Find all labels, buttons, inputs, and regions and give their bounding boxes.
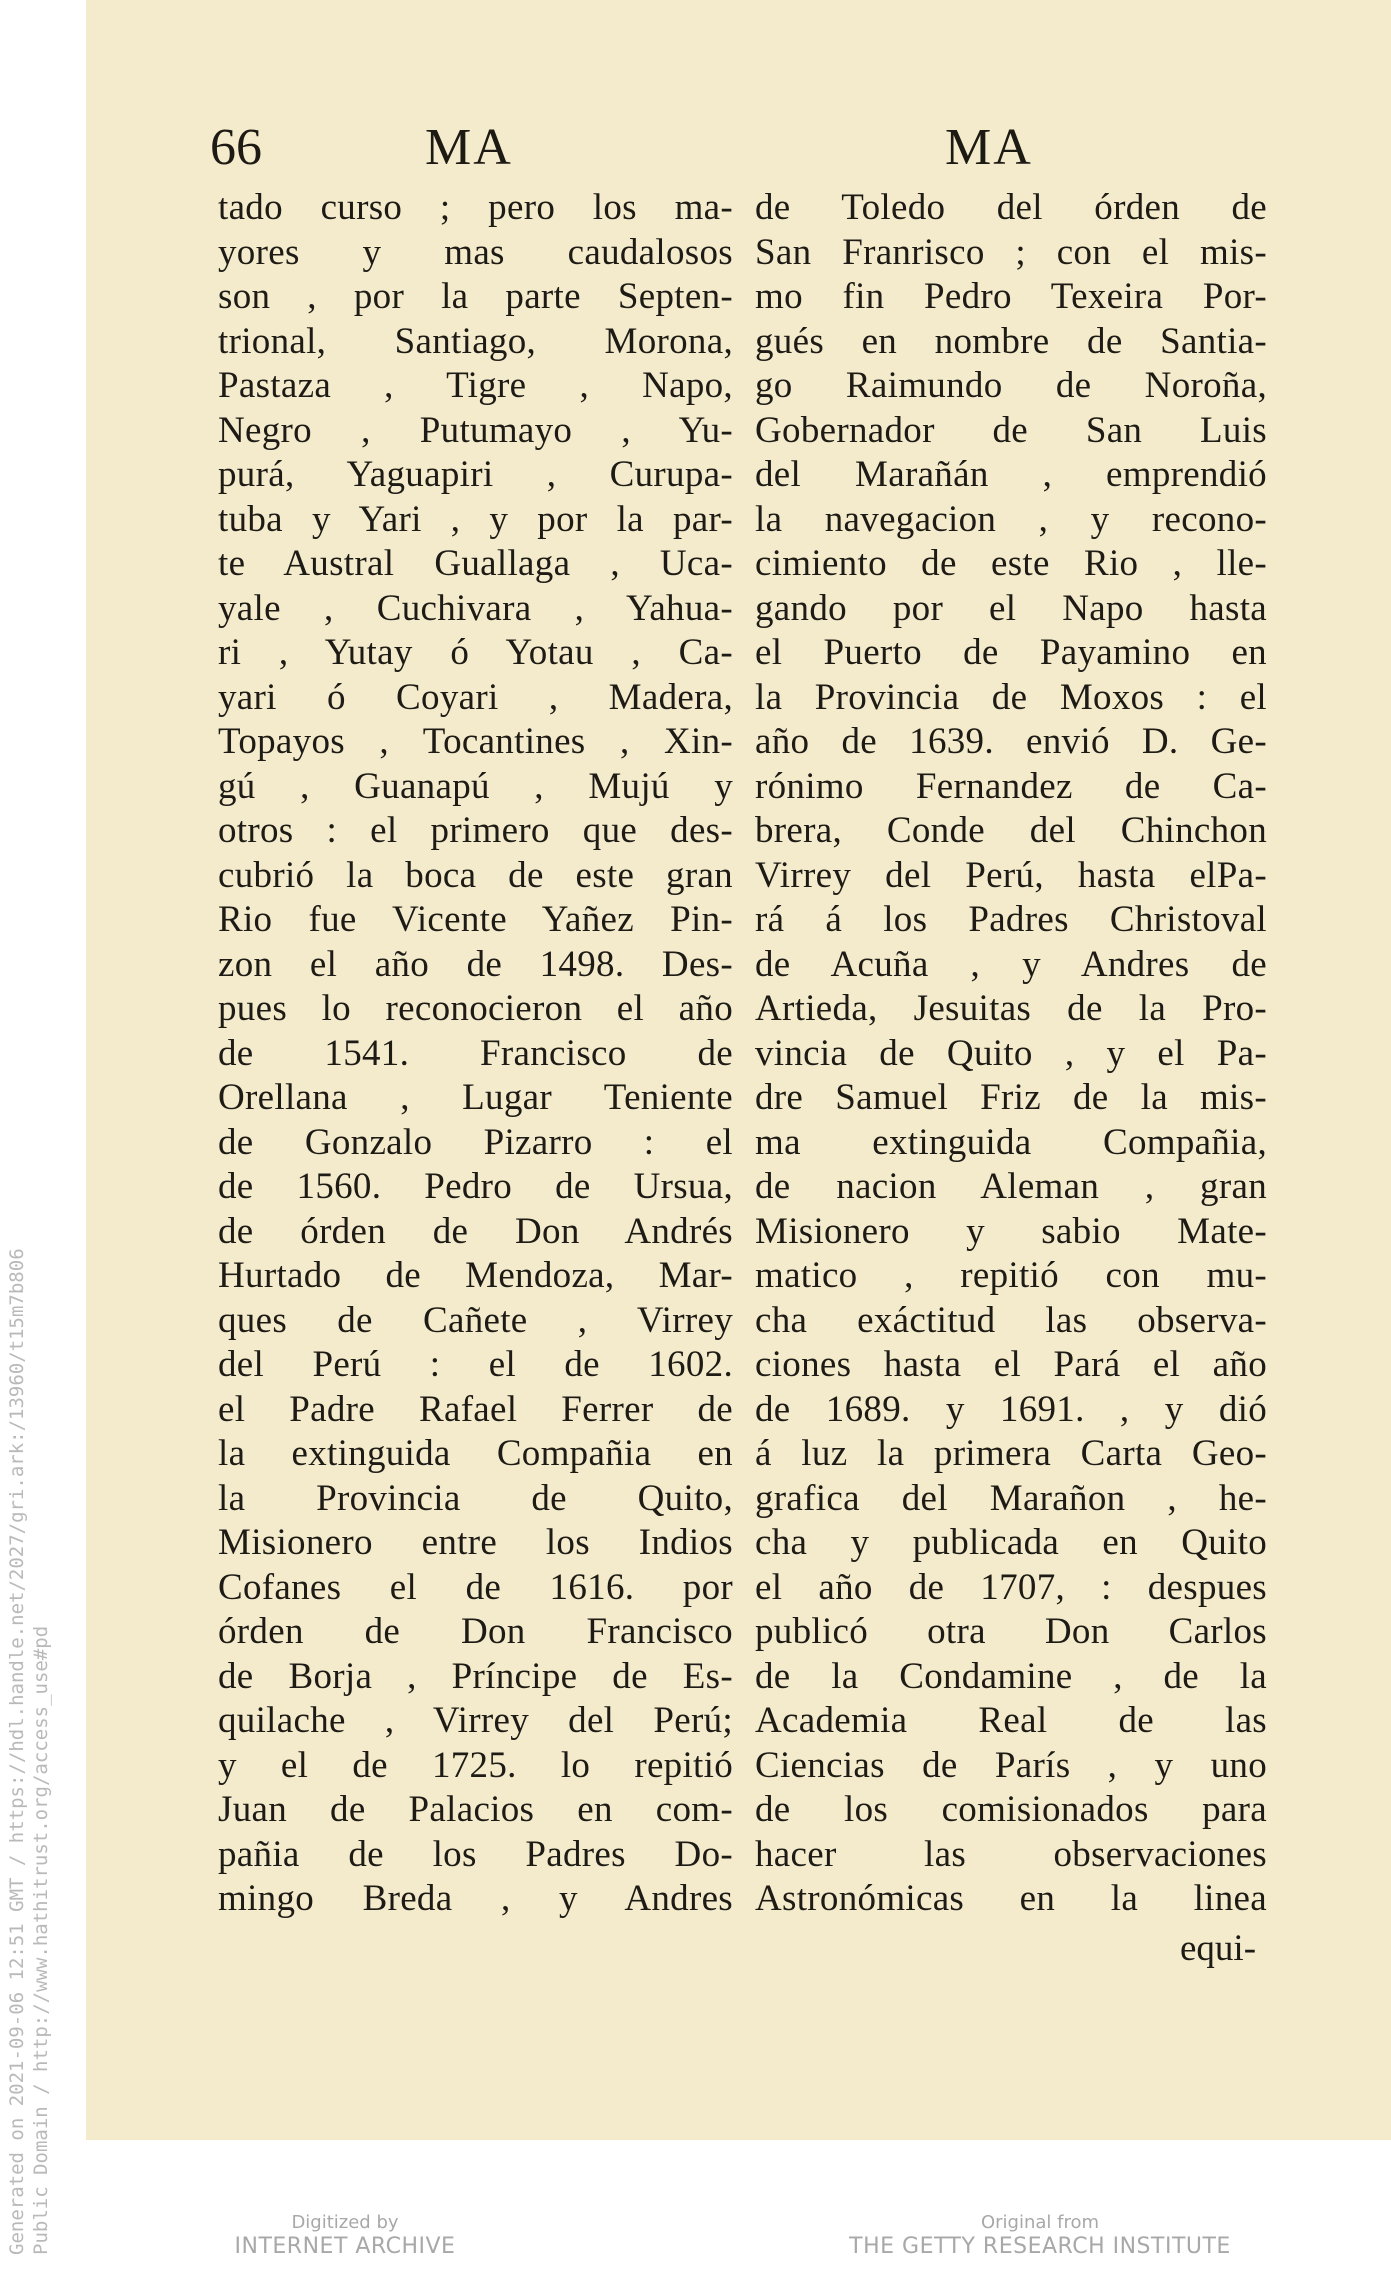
- footer-original-label: Original from: [980, 2212, 1100, 2233]
- text-line: dre Samuel Friz de la mis-: [755, 1077, 1267, 1118]
- text-line: quilache , Virrey del Perú;: [218, 1700, 733, 1741]
- text-line: Virrey del Perú, hasta elPa-: [755, 854, 1267, 896]
- text-line: de 1689. y 1691. , y dió: [755, 1388, 1267, 1430]
- text-line: tado curso ; pero los ma-: [218, 187, 733, 228]
- text-line: pañia de los Padres Do-: [218, 1833, 733, 1875]
- text-line: de los comisionados para: [755, 1789, 1267, 1830]
- text-line: cha y publicada en Quito: [755, 1522, 1267, 1563]
- text-line: Rio fue Vicente Yañez Pin-: [218, 899, 733, 940]
- margin-generated-note: Generated on 2021-09-06 12:51 GMT / https://hdl.handle.net/2027/gri.ark:/13960/t15m7b806: [6, 1248, 28, 2255]
- text-line: Topayos , Tocantines , Xin-: [218, 721, 733, 762]
- text-line: rónimo Fernandez de Ca-: [755, 765, 1267, 807]
- running-head-right: MA: [945, 119, 1033, 176]
- text-line: ciones hasta el Pará el año: [755, 1344, 1267, 1385]
- text-line: pues lo reconocieron el año: [218, 988, 733, 1029]
- text-line: San Franrisco ; con el mis-: [755, 231, 1267, 273]
- text-line: rá á los Padres Christoval: [755, 899, 1267, 940]
- text-line: Ciencias de París , y uno: [755, 1744, 1267, 1786]
- text-line: la Provincia de Moxos : el: [755, 676, 1267, 718]
- text-line: Juan de Palacios en com-: [218, 1789, 733, 1830]
- text-line: cha exáctitud las observa-: [755, 1299, 1267, 1341]
- text-line: el año de 1707, : despues: [755, 1566, 1267, 1608]
- text-line: gú , Guanapú , Mujú y: [218, 765, 733, 807]
- text-line: ques de Cañete , Virrey: [218, 1299, 733, 1341]
- text-line: tuba y Yari , y por la par-: [218, 498, 733, 540]
- text-line: Academia Real de las: [755, 1700, 1267, 1741]
- text-line: grafica del Marañon , he-: [755, 1477, 1267, 1519]
- text-line: cimiento de este Rio , lle-: [755, 543, 1267, 584]
- text-line: gando por el Napo hasta: [755, 587, 1267, 629]
- text-line: matico , repitió con mu-: [755, 1255, 1267, 1296]
- text-line: á luz la primera Carta Geo-: [755, 1433, 1267, 1474]
- text-line: de Acuña , y Andres de: [755, 943, 1267, 985]
- text-line: de la Condamine , de la: [755, 1655, 1267, 1697]
- text-line: otros : el primero que des-: [218, 810, 733, 851]
- text-line: Misionero y sabio Mate-: [755, 1210, 1267, 1252]
- text-line: brera, Conde del Chinchon: [755, 810, 1267, 851]
- text-line: ri , Yutay ó Yotau , Ca-: [218, 632, 733, 673]
- text-line: de Gonzalo Pizarro : el: [218, 1121, 733, 1163]
- text-line: de nacion Aleman , gran: [755, 1166, 1267, 1207]
- text-line: el Padre Rafael Ferrer de: [218, 1388, 733, 1430]
- text-line: órden de Don Francisco: [218, 1611, 733, 1652]
- text-line: de órden de Don Andrés: [218, 1210, 733, 1252]
- text-line: trional, Santiago, Morona,: [218, 320, 733, 362]
- text-line: Cofanes el de 1616. por: [218, 1566, 733, 1608]
- text-line: el Puerto de Payamino en: [755, 632, 1267, 673]
- text-line: te Austral Guallaga , Uca-: [218, 543, 733, 584]
- text-line: yari ó Coyari , Madera,: [218, 676, 733, 718]
- running-head-left: MA: [425, 119, 513, 176]
- text-line: la Provincia de Quito,: [218, 1477, 733, 1519]
- text-line: de Toledo del órden de: [755, 187, 1267, 228]
- text-line: gués en nombre de Santia-: [755, 320, 1267, 362]
- right-text-column: [755, 186, 1267, 1922]
- text-line: año de 1639. envió D. Ge-: [755, 721, 1267, 762]
- footer-original-from: [840, 2212, 1240, 2260]
- text-line: del Perú : el de 1602.: [218, 1344, 733, 1385]
- text-line: hacer las observaciones: [755, 1833, 1267, 1875]
- catchword: equi-: [1180, 1928, 1257, 1969]
- footer-digitized-by: [220, 2212, 470, 2260]
- text-line: publicó otra Don Carlos: [755, 1611, 1267, 1652]
- text-line: del Marañán , emprendió: [755, 454, 1267, 495]
- text-line: ma extinguida Compañia,: [755, 1121, 1267, 1163]
- text-line: cubrió la boca de este gran: [218, 854, 733, 896]
- text-line: son , por la parte Septen-: [218, 276, 733, 317]
- footer-digitized-label: Digitized by: [291, 2212, 399, 2233]
- margin-watermark: [0, 0, 70, 2271]
- left-text-column: [218, 186, 733, 1922]
- text-line: zon el año de 1498. Des-: [218, 943, 733, 985]
- text-line: de 1541. Francisco de: [218, 1032, 733, 1074]
- footer-getty-institute: THE GETTY RESEARCH INSTITUTE: [849, 2233, 1231, 2259]
- text-line: Pastaza , Tigre , Napo,: [218, 365, 733, 406]
- page-number: 66: [210, 119, 262, 176]
- text-line: Orellana , Lugar Teniente: [218, 1077, 733, 1118]
- text-line: Misionero entre los Indios: [218, 1522, 733, 1563]
- text-line: de Borja , Príncipe de Es-: [218, 1655, 733, 1697]
- text-line: mingo Breda , y Andres: [218, 1878, 733, 1919]
- text-line: Astronómicas en la linea: [755, 1878, 1267, 1919]
- text-line: la navegacion , y recono-: [755, 498, 1267, 540]
- text-line: de 1560. Pedro de Ursua,: [218, 1166, 733, 1207]
- text-line: Hurtado de Mendoza, Mar-: [218, 1255, 733, 1296]
- text-line: purá, Yaguapiri , Curupa-: [218, 454, 733, 495]
- text-line: yores y mas caudalosos: [218, 231, 733, 273]
- text-line: mo fin Pedro Texeira Por-: [755, 276, 1267, 317]
- text-line: go Raimundo de Noroña,: [755, 365, 1267, 406]
- footer-internet-archive: INTERNET ARCHIVE: [234, 2233, 456, 2259]
- text-line: la extinguida Compañia en: [218, 1433, 733, 1474]
- text-line: y el de 1725. lo repitió: [218, 1744, 733, 1786]
- text-line: Negro , Putumayo , Yu-: [218, 409, 733, 451]
- text-line: yale , Cuchivara , Yahua-: [218, 587, 733, 629]
- text-line: Gobernador de San Luis: [755, 409, 1267, 451]
- text-line: vincia de Quito , y el Pa-: [755, 1032, 1267, 1074]
- margin-public-domain-note: Public Domain / http://www.hathitrust.org/access_use#pd: [30, 1625, 52, 2255]
- text-line: Artieda, Jesuitas de la Pro-: [755, 988, 1267, 1029]
